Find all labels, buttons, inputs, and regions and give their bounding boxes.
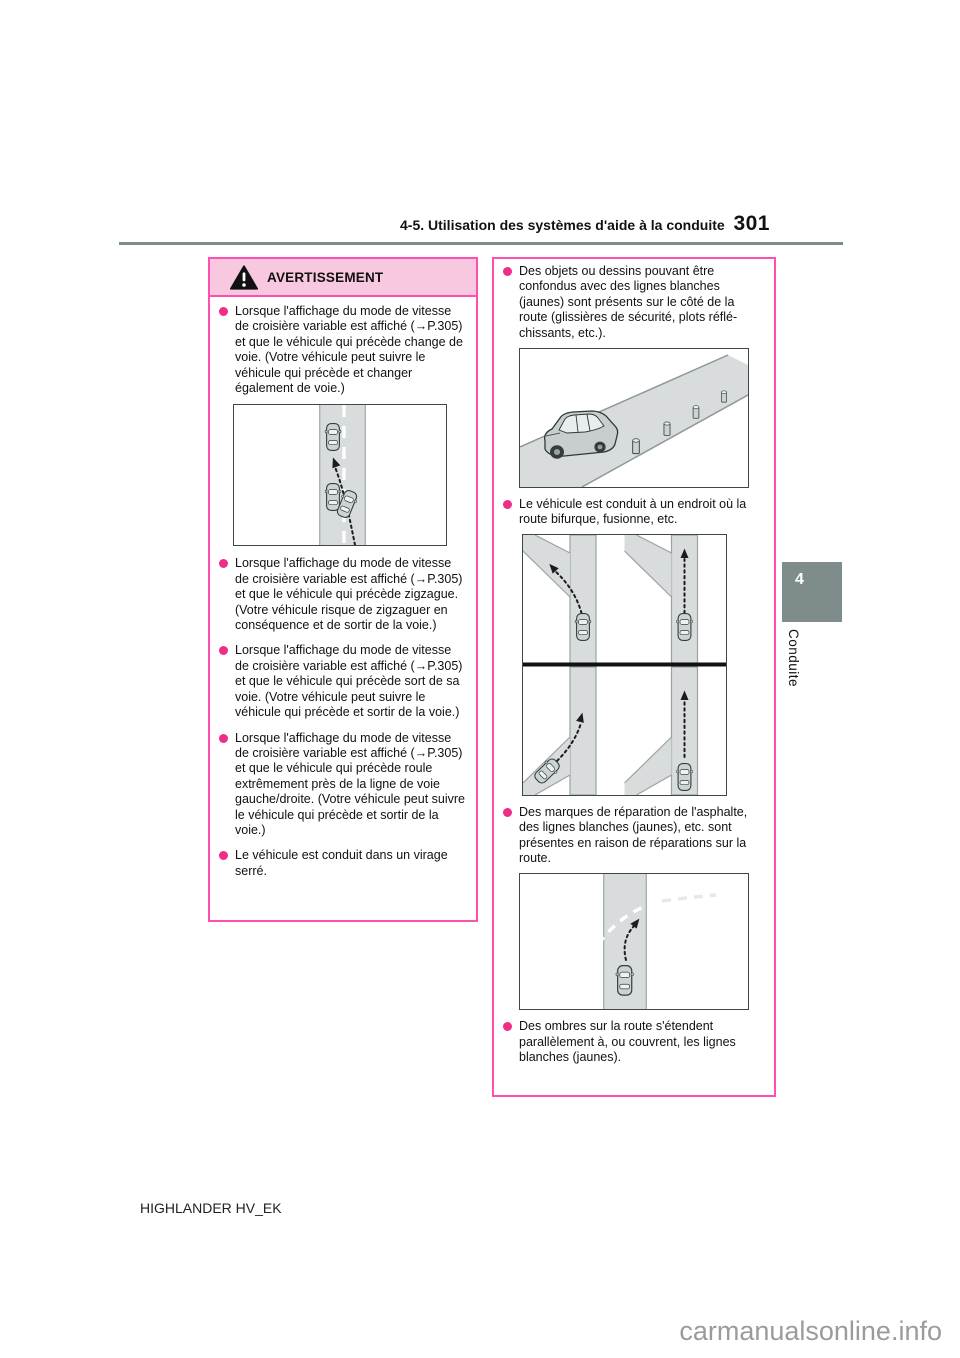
chapter-number: 4 — [795, 571, 804, 588]
watermark: carmanualsonline.info — [679, 1316, 942, 1346]
footer-model-code: HIGHLANDER HV_EK — [140, 1200, 282, 1216]
warning-text: Lorsque l'affichage du mode de vitesse de croisière variable est affiché (→P.305) et que le véhicule qui précède sort de sa voie. (Votre véhicule peut suivre le véhicule qui précède et sortir de la voie.) — [235, 643, 463, 720]
warning-left-content — [210, 297, 476, 879]
warning-right-content — [494, 259, 774, 1066]
warning-bullet — [219, 848, 468, 879]
warning-bullet — [219, 731, 468, 839]
warning-text: Des objets ou dessins pouvant être confondus avec des lignes blanches (jaunes) sont présents sur le côté de la route (glissières de sécurité, plots réfléchissants, etc.). — [519, 264, 738, 340]
chapter-label: Conduite — [786, 629, 801, 688]
warning-title: AVERTISSEMENT — [267, 269, 384, 285]
header-rule — [119, 242, 843, 245]
lane-change-illustration — [233, 404, 447, 546]
bullet-dot-icon — [503, 808, 512, 817]
bullet-dot-icon — [503, 1022, 512, 1031]
warning-header — [210, 259, 476, 297]
warning-box-right — [492, 257, 776, 1097]
bullet-dot-icon — [219, 559, 228, 568]
page-number: 301 — [733, 212, 770, 235]
bullet-dot-icon — [503, 267, 512, 276]
bullet-dot-icon — [219, 734, 228, 743]
warning-bullet — [503, 497, 766, 528]
warning-text: Le véhicule est conduit à un endroit où la route bifurque, fusionne, etc. — [519, 497, 747, 527]
warning-bullet — [503, 805, 766, 867]
bullet-dot-icon — [219, 646, 228, 655]
warning-bullet — [503, 264, 766, 341]
warning-bullet — [219, 643, 468, 720]
bullet-dot-icon — [503, 500, 512, 509]
bullet-dot-icon — [219, 851, 228, 860]
warning-text: Lorsque l'affichage du mode de vitesse de croisière variable est affiché (→P.305) et que le véhicule qui précède change de voie. (Votre véhicule peut suivre le véhicule qui précède et changer également de voie.) — [235, 304, 463, 396]
warning-bullet — [219, 304, 468, 396]
section-title: 4-5. Utilisation des systèmes d'aide à la conduite — [400, 217, 725, 233]
warning-text: Des marques de réparation de l'asphalte, des lignes blanches (jaunes), etc. sont présentes en raison de réparations sur la route. — [519, 804, 748, 866]
roadside-posts-illustration — [519, 348, 749, 488]
chapter-tab — [782, 562, 842, 622]
warning-box-left — [208, 257, 478, 922]
page-header — [400, 212, 770, 236]
warning-text: Des ombres sur la route s'étendent parallèlement à, ou couvrent, les lignes blanches (jaunes). — [519, 1019, 736, 1065]
warning-bullet — [503, 1019, 766, 1065]
road-fork-merge-illustration — [522, 534, 727, 796]
warning-triangle-icon — [230, 265, 258, 290]
warning-text: Lorsque l'affichage du mode de vitesse de croisière variable est affiché (→P.305) et que le véhicule qui précède roule extrêmement près de la ligne de voie gauche/droite. (Votre véhicule peut suivre le véhicule qui précède et sortir de la voie.) — [235, 730, 465, 837]
bullet-dot-icon — [219, 307, 228, 316]
warning-text: Le véhicule est conduit dans un virage serré. — [235, 848, 448, 878]
warning-bullet — [219, 556, 468, 633]
road-repair-marks-illustration — [519, 873, 749, 1010]
warning-text: Lorsque l'affichage du mode de vitesse de croisière variable est affiché (→P.305) et que le véhicule qui précède zigzague. (Votre véhicule risque de zigzaguer en conséquence et de sortir de la voie.) — [235, 556, 463, 633]
